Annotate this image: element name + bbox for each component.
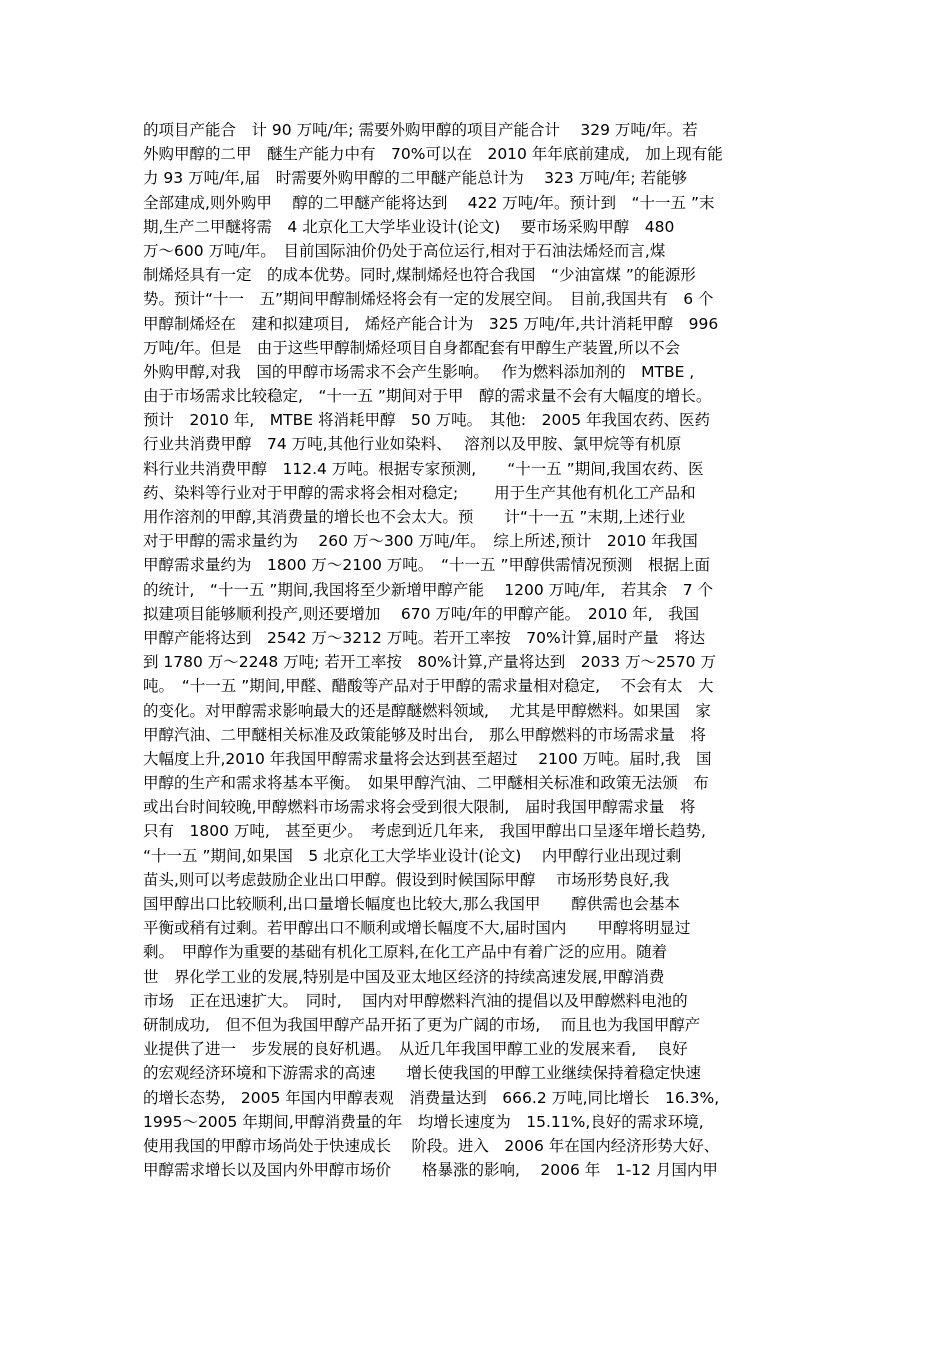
text-line: 行业共消费甲醇 74 万吨,其他行业如染料、 溶剂以及甲胺、氯甲烷等有机原 [143,435,682,454]
body-text [143,118,808,1182]
text-line: 甲醇需求增长以及国内外甲醇市场价 格暴涨的影响, 2006 年 1-12 月国内甲 [143,1161,718,1180]
text-line: 用作溶剂的甲醇,其消费量的增长也不会太大。预 计“十一五 ”末期,上述行业 [143,508,686,526]
text-line: 世 界化学工业的发展,特别是中国及亚太地区经济的持续高速发展,甲醇消费 [143,967,665,986]
text-line: 药、染料等行业对于甲醇的需求将会相对稳定; 用于生产其他有机化工产品和 [143,483,696,502]
text-line: 外购甲醇,对我 国的甲醇市场需求不会产生影响。 作为燃料添加剂的 MTBE , [143,362,695,381]
text-line: 由于市场需求比较稳定, “十一五 ”期间对于甲 醇的需求量不会有大幅度的增长。 [143,387,712,406]
text-line: 的变化。对甲醇需求影响最大的还是醇醚燃料领域, 尤其是甲醇燃料。如果国 家 [143,701,711,720]
text-line: 剩。 甲醇作为重要的基础有机化工原料,在化工产品中有着广泛的应用。随着 [143,943,668,962]
text-line: 只有 1800 万吨, 甚至更少。 考虑到近几年来, 我国甲醇出口呈逐年增长趋势, [143,822,706,841]
text-line: 甲醇的生产和需求将基本平衡。 如果甲醇汽油、二甲醚相关标准和政策无法颁 布 [143,774,709,793]
text-line: 力 93 万吨/年,届 时需要外购甲醇的二甲醚产能总计为 323 万吨/年; 若能够 [143,169,688,188]
text-line: 大幅度上升,2010 年我国甲醇需求量将会达到甚至超过 2100 万吨。届时,我 国 [143,749,712,768]
text-line: 的增长态势, 2005 年国内甲醇表观 消费量达到 666.2 万吨,同比增长 16.3%, [143,1088,720,1107]
text-line: 万～600 万吨/年。 目前国际油价仍处于高位运行,相对于石油法烯烃而言,煤 [143,241,666,260]
text-line: 国甲醇出口比较顺利,出口量增长幅度也比较大,那么我国甲 醇供需也会基本 [143,895,680,913]
text-line: 的宏观经济环境和下游需求的高速 增长使我国的甲醇工业继续保持着稳定快速 [143,1064,702,1083]
text-line: 万吨/年。但是 由于这些甲醇制烯烃项目自身都配套有甲醇生产装置,所以不会 [143,338,681,357]
text-line: 拟建项目能够顺利投产,则还要增加 670 万吨/年的甲醇产能。 2010 年, 我国 [143,604,700,623]
text-line: 研制成功, 但不但为我国甲醇产品开拓了更为广阔的市场, 而且也为我国甲醇产 [143,1015,701,1034]
text-line: 外购甲醇的二甲 醚生产能力中有 70%可以在 2010 年年底前建成, 加上现有能 [143,145,723,164]
text-line: 或出台时间较晚,甲醇燃料市场需求将会受到很大限制, 届时我国甲醇需求量 将 [143,798,696,817]
text-line: 的项目产能合 计 90 万吨/年; 需要外购甲醇的项目产能合计 329 万吨/年。若 [143,121,698,139]
text-line: 市场 正在迅速扩大。 同时, 国内对甲醇燃料汽油的提倡以及甲醇燃料电池的 [143,991,688,1010]
text-line: 吨。 “十一五 ”期间,甲醛、醋酸等产品对于甲醇的需求量相对稳定, 不会有太 大 [143,677,714,696]
text-line: 势。预计“十一 五”期间甲醇制烯烃将会有一定的发展空间。 目前,我国共有 6 个 [143,290,714,309]
text-line: 全部建成,则外购甲 醇的二甲醚产能将达到 422 万吨/年。预计到 “十一五 ”末 [143,193,715,212]
text-line: 1995～2005 年期间,甲醇消费量的年 均增长速度为 15.11%,良好的需求环境, [143,1112,704,1131]
text-line: 苗头,则可以考虑鼓励企业出口甲醇。假设到时候国际甲醇 市场形势良好,我 [143,870,670,889]
text-line: “十一五 ”期间,如果国 5 北京化工大学毕业设计(论文) 内甲醇行业出现过剩 [143,846,682,865]
text-line: 的统计, “十一五 ”期间,我国将至少新增甲醇产能 1200 万吨/年, 若其余 7 个 [143,580,714,599]
text-line: 甲醇汽油、二甲醚相关标准及政策能够及时出台, 那么甲醇燃料的市场需求量 将 [143,725,706,744]
text-line: 业提供了进一 步发展的良好机遇。 从近几年我国甲醇工业的发展来看, 良好 [143,1040,688,1059]
text-line: 预计 2010 年, MTBE 将消耗甲醇 50 万吨。 其他: 2005 年我国农药、医药 [143,411,710,430]
text-line: 甲醇需求量约为 1800 万～2100 万吨。 “十一五 ”甲醇供需情况预测 根据上面 [143,556,710,575]
text-line: 甲醇制烯烃在 建和拟建项目, 烯烃产能合计为 325 万吨/年,共计消耗甲醇 996 [143,314,719,333]
text-line: 料行业共消费甲醇 112.4 万吨。根据专家预测, “十一五 ”期间,我国农药、医 [143,459,704,478]
text-line: 甲醇产能将达到 2542 万～3212 万吨。若开工率按 70%计算,届时产量 将达 [143,628,706,647]
text-line: 平衡或稍有过剩。若甲醇出口不顺利或增长幅度不大,届时国内 甲醇将明显过 [143,919,691,938]
text-line: 制烯烃具有一定 的成本优势。同时,煤制烯烃也符合我国 “少油富煤 ”的能源形 [143,266,696,285]
text-line: 对于甲醇的需求量约为 260 万～300 万吨/年。 综上所述,预计 2010 年我国 [143,532,698,551]
text-line: 使用我国的甲醇市场尚处于快速成长 阶段。进入 2006 年在国内经济形势大好、 [143,1136,720,1155]
text-line: 期,生产二甲醚将需 4 北京化工大学毕业设计(论文) 要市场采购甲醇 480 [143,217,675,236]
text-line: 到 1780 万～2248 万吨; 若开工率按 80%计算,产量将达到 2033 万～2570 万 [143,653,716,672]
